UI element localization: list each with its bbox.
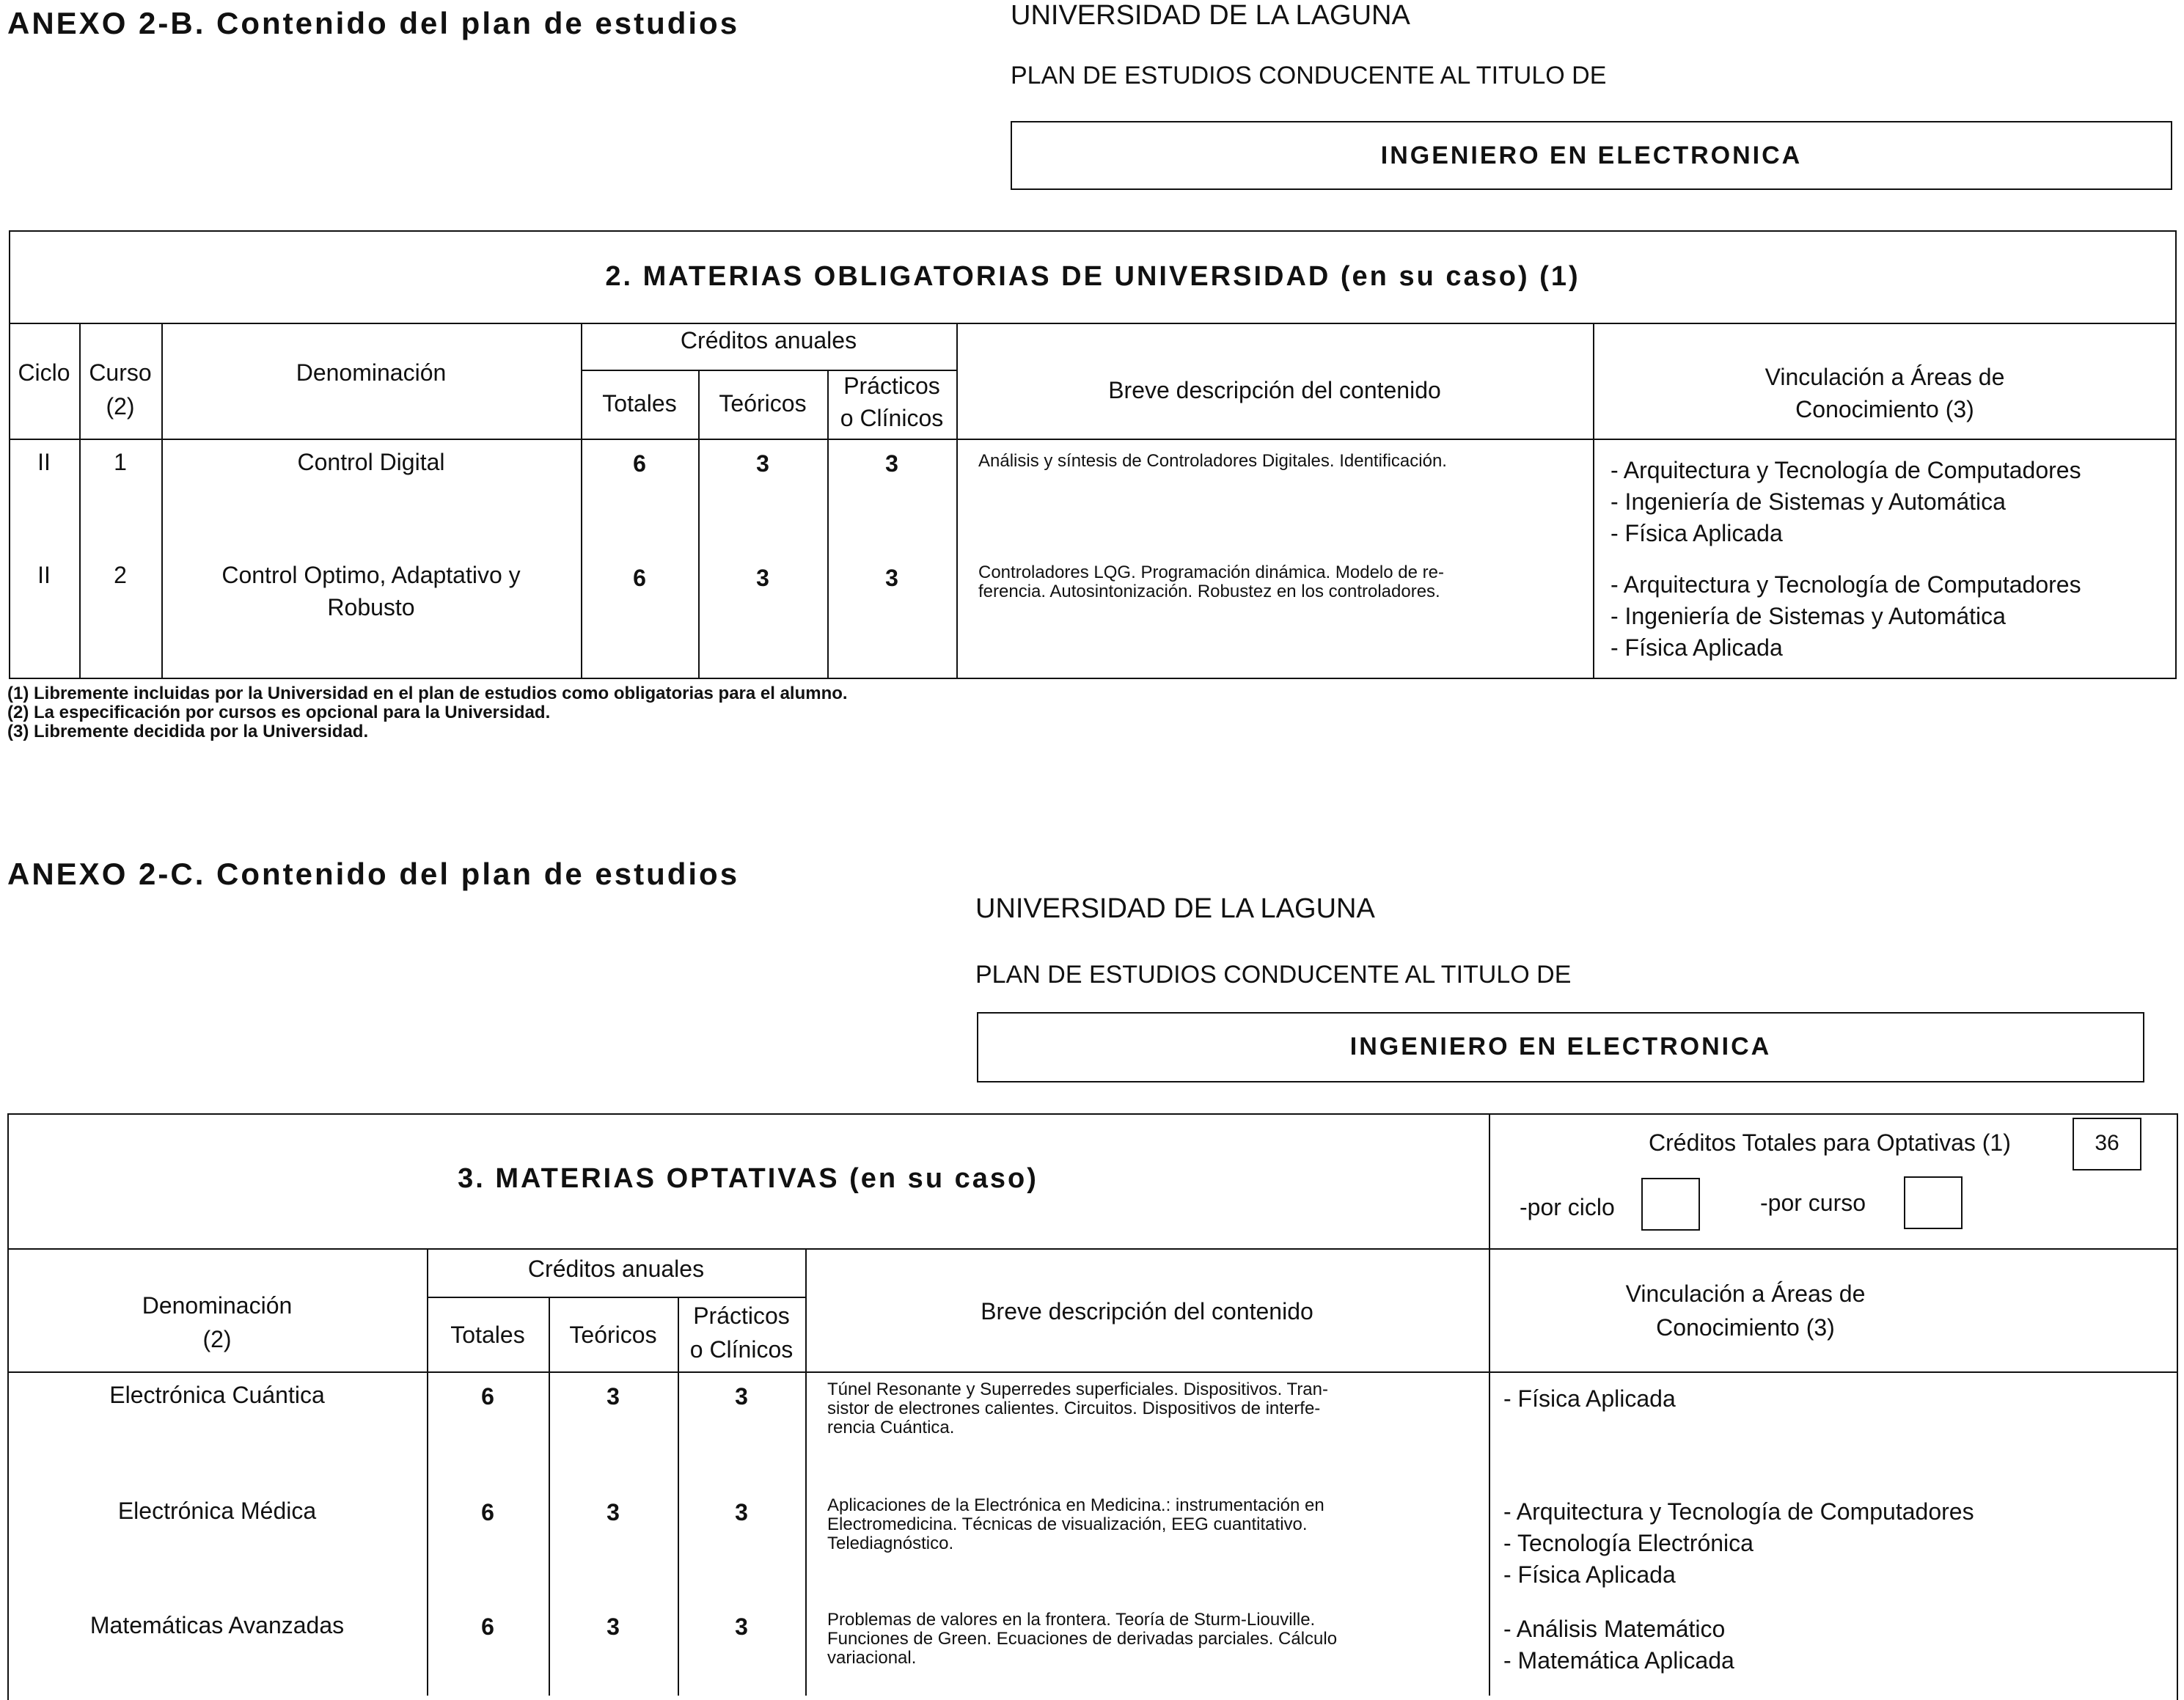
header-teoricos: Teóricos xyxy=(719,390,807,417)
header-totales: Totales xyxy=(602,390,677,417)
anexo-c-titulo-box xyxy=(977,1012,2144,1082)
anexo-b-titulo-box xyxy=(1011,121,2172,190)
row-c3-area-1: - Análisis Matemático xyxy=(1503,1616,1726,1642)
row-c3-denominacion: Matemáticas Avanzadas xyxy=(89,1612,345,1638)
row-c3-teoricos: 3 xyxy=(607,1613,620,1640)
row-b2-descripcion-2: ferencia. Autosintonización. Robustez en los controladores. xyxy=(978,582,1440,601)
row-b1-curso: 1 xyxy=(114,449,127,475)
header-c-practicos: Prácticos xyxy=(693,1303,790,1329)
por-ciclo-label: -por ciclo xyxy=(1520,1194,1615,1220)
header-clinicos: o Clínicos xyxy=(840,405,944,431)
por-curso-box xyxy=(1904,1176,1963,1229)
row-c1-teoricos: 3 xyxy=(607,1383,620,1410)
row-b2-curso: 2 xyxy=(114,562,127,588)
row-b2-area-2: - Ingeniería de Sistemas y Automática xyxy=(1610,603,2006,629)
row-c1-practicos: 3 xyxy=(735,1383,748,1410)
header-vinculacion: Vinculación a Áreas de xyxy=(1765,364,2005,390)
row-b1-area-2: - Ingeniería de Sistemas y Automática xyxy=(1610,488,2006,515)
anexo-b-heading: ANEXO 2-B. Contenido del plan de estudios xyxy=(7,6,740,40)
header-curso: Curso xyxy=(89,359,152,386)
row-c2-teoricos: 3 xyxy=(607,1499,620,1525)
row-c1-descripcion-2: sistor de electrones calientes. Circuitos. Dispositivos de interfe- xyxy=(827,1399,1321,1418)
anexo-c-plan-line: PLAN DE ESTUDIOS CONDUCENTE AL TITULO DE xyxy=(975,961,1572,989)
header-ciclo: Ciclo xyxy=(18,359,70,386)
row-c1-descripcion-3: rencia Cuántica. xyxy=(827,1418,955,1437)
row-b2-area-3: - Física Aplicada xyxy=(1610,634,1783,661)
row-b2-practicos: 3 xyxy=(885,565,898,591)
header-c-totales: Totales xyxy=(450,1322,525,1348)
row-c3-descripcion-3: variacional. xyxy=(827,1648,917,1668)
header-denominacion: Denominación xyxy=(296,359,447,386)
row-b1-totales: 6 xyxy=(633,450,646,477)
row-c2-area-1: - Arquitectura y Tecnología de Computadores xyxy=(1503,1498,1974,1525)
row-b1-ciclo: II xyxy=(37,449,51,475)
row-c2-practicos: 3 xyxy=(735,1499,748,1525)
header-c-vinculacion: Vinculación a Áreas de xyxy=(1625,1281,1866,1307)
header-c-conocimiento: Conocimiento (3) xyxy=(1656,1314,1835,1341)
row-c1-totales: 6 xyxy=(481,1383,494,1410)
row-b2-teoricos: 3 xyxy=(756,565,769,591)
header-curso-note: (2) xyxy=(106,393,135,419)
row-c3-practicos: 3 xyxy=(735,1613,748,1640)
row-c3-descripcion-1: Problemas de valores en la frontera. Teoría de Sturm-Liouville. xyxy=(827,1610,1316,1630)
anexo-b-plan-line: PLAN DE ESTUDIOS CONDUCENTE AL TITULO DE xyxy=(1011,62,1607,89)
row-b1-practicos: 3 xyxy=(885,450,898,477)
header-practicos: Prácticos xyxy=(843,373,940,399)
header-c-creditos: Créditos anuales xyxy=(527,1256,705,1282)
row-c1-descripcion-1: Túnel Resonante y Superredes superficiales. Dispositivos. Tran- xyxy=(827,1380,1328,1399)
row-b1-denominacion: Control Digital xyxy=(297,449,445,475)
row-b2-totales: 6 xyxy=(633,565,646,591)
row-c2-descripcion-1: Aplicaciones de la Electrónica en Medicina.: instrumentación en xyxy=(827,1495,1324,1515)
row-c1-denominacion: Electrónica Cuántica xyxy=(109,1382,325,1408)
row-c2-area-3: - Física Aplicada xyxy=(1503,1561,1676,1588)
anexo-c-titulo: INGENIERO EN ELECTRONICA xyxy=(1349,1033,1772,1060)
row-b1-descripcion: Análisis y síntesis de Controladores Digitales. Identificación. xyxy=(978,451,1447,471)
row-b2-ciclo: II xyxy=(37,562,51,588)
header-conocimiento: Conocimiento (3) xyxy=(1795,396,1974,422)
row-c3-totales: 6 xyxy=(481,1613,494,1640)
note-3: (3) Libremente decidida por la Universidad. xyxy=(7,722,369,741)
row-b2-denominacion-2: Robusto xyxy=(327,594,415,620)
row-b1-area-1: - Arquitectura y Tecnología de Computadores xyxy=(1610,457,2081,483)
note-1: (1) Libremente incluidas por la Universidad en el plan de estudios como obligatorias para el alumno. xyxy=(7,684,848,703)
creditos-totales-label: Créditos Totales para Optativas (1) xyxy=(1649,1129,2011,1156)
header-creditos: Créditos anuales xyxy=(680,327,857,353)
anexo-c-university: UNIVERSIDAD DE LA LAGUNA xyxy=(975,893,1375,924)
row-b1-teoricos: 3 xyxy=(756,450,769,477)
header-c-clinicos: o Clínicos xyxy=(689,1336,794,1363)
row-c3-descripcion-2: Funciones de Green. Ecuaciones de derivadas parciales. Cálculo xyxy=(827,1629,1338,1649)
por-ciclo-box xyxy=(1641,1178,1700,1231)
row-c3-area-2: - Matemática Aplicada xyxy=(1503,1647,1734,1674)
header-c-denominacion: Denominación xyxy=(142,1292,293,1319)
row-c1-area-1: - Física Aplicada xyxy=(1503,1385,1676,1412)
header-c-teoricos: Teóricos xyxy=(569,1322,657,1348)
row-b2-denominacion-1: Control Optimo, Adaptativo y xyxy=(221,562,521,588)
row-c2-denominacion: Electrónica Médica xyxy=(117,1498,317,1524)
header-c-descripcion: Breve descripción del contenido xyxy=(981,1298,1313,1325)
row-c2-area-2: - Tecnología Electrónica xyxy=(1503,1530,1754,1556)
row-b2-descripcion-1: Controladores LQG. Programación dinámica. Modelo de re- xyxy=(978,563,1444,582)
anexo-c-heading: ANEXO 2-C. Contenido del plan de estudios xyxy=(7,857,740,891)
anexo-c-table-title: 3. MATERIAS OPTATIVAS (en su caso) xyxy=(458,1163,1038,1194)
row-b2-area-1: - Arquitectura y Tecnología de Computadores xyxy=(1610,571,2081,598)
header-descripcion: Breve descripción del contenido xyxy=(1108,377,1441,403)
row-c2-totales: 6 xyxy=(481,1499,494,1525)
row-c2-descripcion-2: Electromedicina. Técnicas de visualización, EEG cuantitativo. xyxy=(827,1514,1308,1534)
anexo-b-university: UNIVERSIDAD DE LA LAGUNA xyxy=(1011,0,1410,31)
anexo-b-table-title: 2. MATERIAS OBLIGATORIAS DE UNIVERSIDAD (en su caso) (1) xyxy=(605,261,1580,292)
anexo-b-titulo: INGENIERO EN ELECTRONICA xyxy=(1380,142,1803,169)
note-2: (2) La especificación por cursos es opcional para la Universidad. xyxy=(7,703,551,722)
creditos-totales-value: 36 xyxy=(2073,1118,2141,1170)
row-c2-descripcion-3: Telediagnóstico. xyxy=(827,1534,954,1553)
header-c-denominacion-note: (2) xyxy=(202,1326,232,1352)
por-curso-label: -por curso xyxy=(1760,1190,1866,1216)
row-b1-area-3: - Física Aplicada xyxy=(1610,520,1783,546)
